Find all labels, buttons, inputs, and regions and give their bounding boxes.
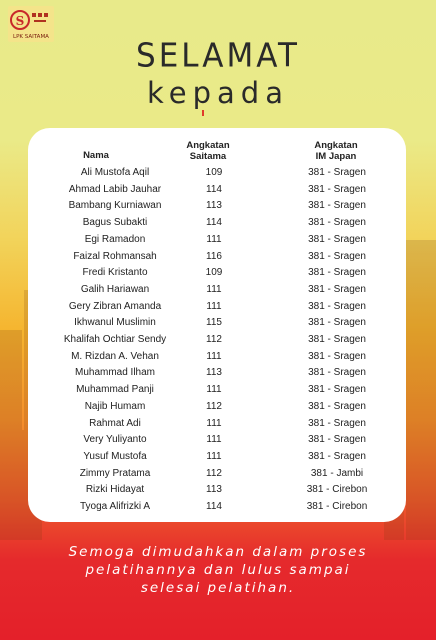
footer-line-2: pelatihannya dan lulus sampai <box>85 562 351 578</box>
cell-saitama: 113 <box>206 200 222 212</box>
title-kepada: kepada <box>147 76 289 110</box>
table-row <box>0 367 436 383</box>
footer-line-3: selesai pelatihan. <box>140 580 296 596</box>
cell-im: 381 - Cirebon <box>306 484 368 496</box>
cell-name: Najib Humam <box>84 400 146 412</box>
table-row <box>0 484 436 500</box>
cell-im: 381 - Sragen <box>308 233 366 245</box>
cell-im: 381 - Sragen <box>308 200 366 212</box>
cell-name: Fredi Kristanto <box>82 267 148 279</box>
cell-im: 381 - Sragen <box>308 334 366 345</box>
cell-im: 381 - Sragen <box>308 434 366 446</box>
title-selamat: SELAMAT <box>136 37 300 75</box>
table-row <box>0 384 436 400</box>
svg-text:LPK SAITAMA: LPK SAITAMA <box>13 34 49 40</box>
cell-name: Rahmat Adi <box>89 417 141 429</box>
cell-saitama: 112 <box>206 467 222 479</box>
table-row <box>0 234 436 250</box>
cell-name: Zimmy Pratama <box>79 467 151 479</box>
cell-saitama: 111 <box>206 233 222 245</box>
cell-name: Faizal Rohmansah <box>73 250 157 262</box>
cell-saitama: 113 <box>206 367 222 379</box>
cell-im: 381 - Sragen <box>308 283 366 295</box>
table-row <box>0 317 436 333</box>
cell-saitama: 115 <box>206 317 222 329</box>
cell-saitama: 114 <box>206 501 222 512</box>
svg-text:S: S <box>15 14 25 28</box>
cell-name: Gery Zibran Amanda <box>68 300 162 312</box>
table-row <box>0 351 436 367</box>
cell-im: 381 - Jambi <box>310 467 364 479</box>
cell-name: Bambang Kurniawan <box>68 200 162 212</box>
cell-saitama: 112 <box>206 334 222 345</box>
cell-saitama: 114 <box>206 183 222 195</box>
cell-im: 381 - Sragen <box>308 167 366 178</box>
table-row <box>0 501 436 517</box>
table-row <box>0 434 436 450</box>
cell-im: 381 - Sragen <box>308 450 366 462</box>
cell-name: Khalifah Ochtiar Sendy <box>63 334 167 345</box>
footer-line-1: Semoga dimudahkan dalam proses <box>68 544 368 560</box>
cell-name: Ahmad Labib Jauhar <box>68 183 162 195</box>
table-row <box>0 184 436 200</box>
cell-name: Egi Ramadon <box>84 233 146 245</box>
cell-saitama: 113 <box>206 484 222 496</box>
cell-im: 381 - Sragen <box>308 417 366 429</box>
cell-name: Muhammad Panji <box>76 384 154 396</box>
cell-saitama: 111 <box>206 384 222 396</box>
cell-im: 381 - Sragen <box>308 217 366 229</box>
cell-im: 381 - Sragen <box>308 317 366 329</box>
cell-im: 381 - Sragen <box>308 400 366 412</box>
cell-name: Ali Mustofa Aqil <box>80 167 150 178</box>
table-row <box>0 284 436 300</box>
table-row <box>0 334 436 350</box>
cell-im: 381 - Sragen <box>308 183 366 195</box>
cell-saitama: 116 <box>206 250 222 262</box>
cell-saitama: 109 <box>205 167 223 178</box>
cell-name: Tyoga Alifrizki A <box>79 501 151 512</box>
cell-im: 381 - Sragen <box>308 267 366 279</box>
cell-im: 381 - Sragen <box>308 300 366 312</box>
cell-name: Ikhwanul Muslimin <box>74 317 156 329</box>
table-row <box>0 267 436 283</box>
title-dash-decoration <box>195 110 211 122</box>
cell-saitama: 109 <box>205 267 223 279</box>
header-angkatan-im-japan: Angkatan IM Japan <box>314 140 358 162</box>
cell-im: 381 - Sragen <box>308 384 366 396</box>
cell-name: Yusuf Mustofa <box>83 450 147 462</box>
cell-saitama: 111 <box>206 417 222 429</box>
table-row <box>0 167 436 183</box>
table-row <box>0 451 436 467</box>
header-nama: Nama <box>83 150 109 161</box>
footer-message <box>0 543 436 597</box>
cell-saitama: 114 <box>206 217 222 229</box>
table-row <box>0 301 436 317</box>
cell-im: 381 - Sragen <box>308 367 366 379</box>
table-row <box>0 468 436 484</box>
table-row <box>0 200 436 216</box>
cell-name: M. Rizdan A. Vehan <box>71 350 159 362</box>
table-row <box>0 217 436 233</box>
cell-name: Bagus Subakti <box>82 217 148 229</box>
cell-name: Rizki Hidayat <box>85 484 145 496</box>
cell-saitama: 111 <box>206 350 222 362</box>
table-row <box>0 401 436 417</box>
cell-im: 381 - Cirebon <box>306 501 368 512</box>
cell-im: 381 - Sragen <box>308 250 366 262</box>
cell-saitama: 111 <box>206 283 222 295</box>
header-angkatan-saitama: Angkatan Saitama <box>186 140 230 162</box>
cell-im: 381 - Sragen <box>308 350 366 362</box>
table-row <box>0 251 436 267</box>
cell-saitama: 112 <box>206 400 222 412</box>
cell-name: Galih Hariawan <box>80 283 150 295</box>
cell-saitama: 111 <box>206 300 222 312</box>
cell-name: Muhammad Ilham <box>74 367 156 379</box>
cell-saitama: 111 <box>206 434 222 446</box>
cell-name: Very Yuliyanto <box>83 434 147 446</box>
table-row <box>0 418 436 434</box>
cell-saitama: 111 <box>206 450 222 462</box>
